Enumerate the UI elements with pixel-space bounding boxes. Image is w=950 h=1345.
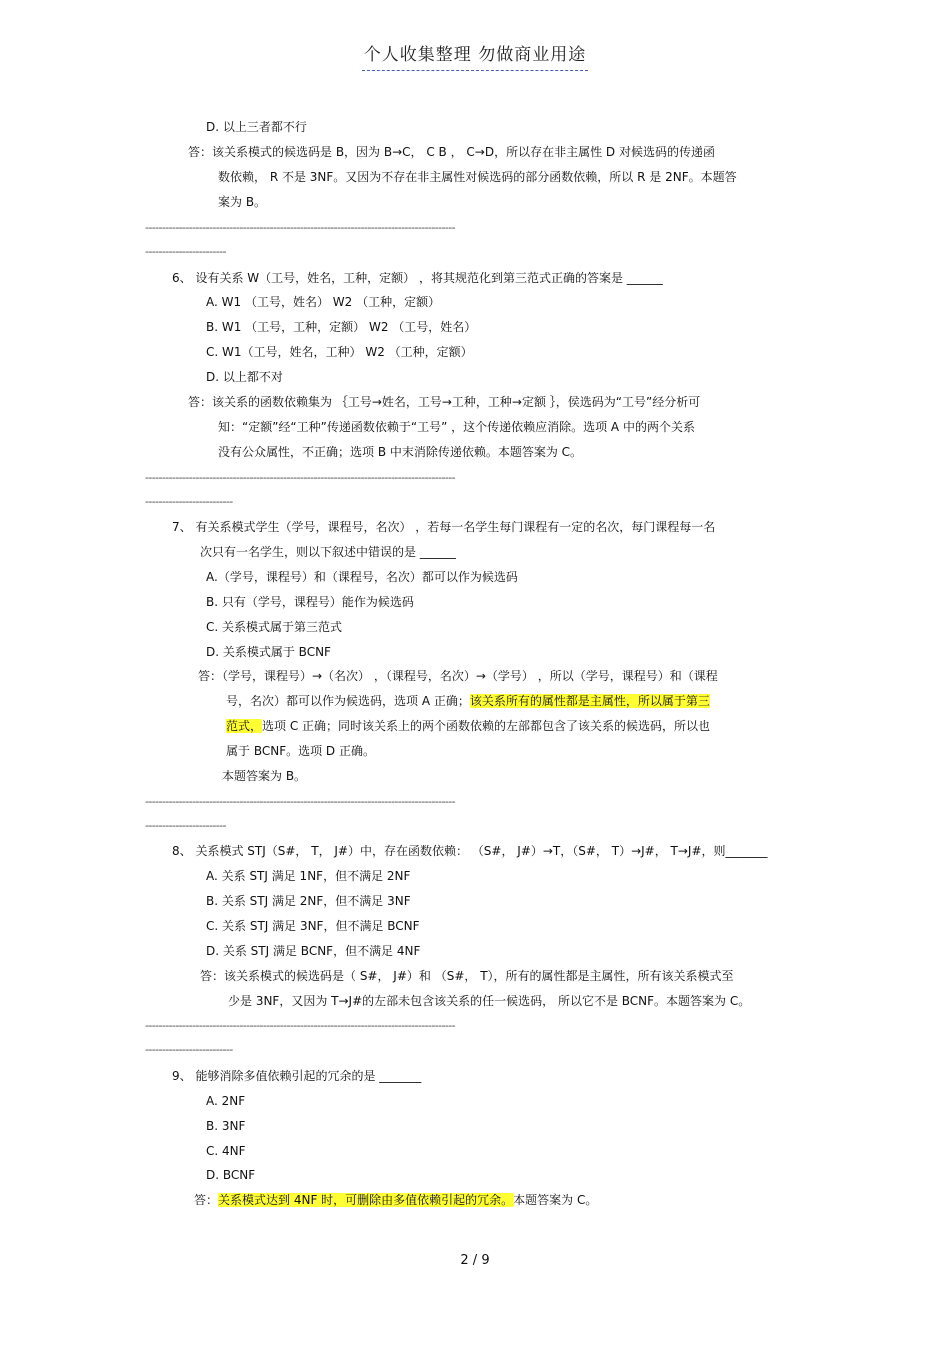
q8-answer-line-1: 答：该关系模式的候选码是（ S#， J#）和 （S#， T），所有的属性都是主属性，所有该关系模式至 — [200, 969, 734, 983]
q7-answer-line-3 — [226, 718, 710, 734]
q9-answer-text: 本题答案为 C。 — [513, 1193, 598, 1207]
q5-option-d: D. 以上三者都不行 — [206, 120, 307, 134]
q7-answer-text: 号，名次）都可以作为候选码，选项 A 正确； — [226, 694, 470, 708]
q9-option-d: D. BCNF — [206, 1168, 256, 1182]
divider-short: ------------------------ — [145, 245, 226, 258]
q6-option-b: B. W1 （工号，工种，定额） W2 （工号，姓名） — [206, 320, 477, 334]
q7-question-line-2: 次只有一名学生，则以下叙述中错误的是 ______ — [200, 545, 456, 559]
q9-option-b: B. 3NF — [206, 1119, 246, 1133]
page-header — [0, 40, 950, 65]
q9-option-a: A. 2NF — [206, 1094, 246, 1108]
q5-answer-line-2: 数依赖， R 不是 3NF。又因为不存在非主属性对候选码的部分函数依赖，所以 R 是 2NF。本题答 — [218, 170, 737, 184]
q8-option-b: B. 关系 STJ 满足 2NF，但不满足 3NF — [206, 894, 411, 908]
q9-question: 9、 能够消除多值依赖引起的冗余的是 _______ — [172, 1069, 422, 1083]
q7-option-a: A.（学号，课程号）和（课程号，名次）都可以作为候选码 — [206, 570, 518, 584]
q7-answer-line-1: 答：（学号，课程号）→（名次） ，（课程号，名次）→（学号） ，所以（学号，课程号）和（课程 — [198, 669, 718, 683]
q5-answer-line-3: 案为 B。 — [218, 195, 267, 209]
q7-answer-line-5: 本题答案为 B。 — [222, 769, 307, 783]
q6-option-c: C. W1（工号，姓名，工种） W2 （工种，定额） — [206, 345, 473, 359]
q6-question: 6、 设有关系 W（工号，姓名，工种，定额） ，将其规范化到第三范式正确的答案是 ______ — [172, 271, 663, 285]
divider-long: -------------------------------------------------------------------------------------------- — [145, 1019, 455, 1032]
q6-option-d: D. 以上都不对 — [206, 370, 283, 384]
q6-answer-line-1: 答：该关系的函数依赖集为 ｛工号→姓名，工号→工种，工种→定额 ｝，侯选码为“工号”经分析可 — [188, 395, 701, 409]
page-number: 2 / 9 — [460, 1253, 490, 1268]
q7-answer-line-4: 属于 BCNF。选项 D 正确。 — [226, 744, 375, 758]
q8-option-d: D. 关系 STJ 满足 BCNF，但不满足 4NF — [206, 944, 421, 958]
q7-option-d: D. 关系模式属于 BCNF — [206, 645, 331, 659]
q5-answer-line-1: 答：该关系模式的候选码是 B，因为 B→C， C B ， C→D，所以存在非主属性 D 对候选码的传递函 — [188, 145, 715, 159]
q7-option-b: B. 只有（学号，课程号）能作为候选码 — [206, 595, 414, 609]
q9-answer-prefix: 答： — [194, 1193, 219, 1207]
q8-question: 8、 关系模式 STJ（S#， T， J#）中，存在函数依赖： （S#， J#）→T，（S#， T）→J#， T→J#，则_______ — [172, 844, 768, 858]
divider-long: -------------------------------------------------------------------------------------------- — [145, 471, 455, 484]
divider-short: -------------------------- — [145, 495, 233, 508]
q6-option-a: A. W1 （工号，姓名） W2 （工种，定额） — [206, 295, 441, 309]
q9-option-c: C. 4NF — [206, 1144, 246, 1158]
q7-option-c: C. 关系模式属于第三范式 — [206, 620, 343, 634]
q7-highlight-text: 范式， — [226, 719, 263, 733]
divider-long: -------------------------------------------------------------------------------------------- — [145, 795, 455, 808]
divider-short: -------------------------- — [145, 1043, 233, 1056]
q7-answer-text: 选项 C 正确；同时该关系上的两个函数依赖的左部都包含了该关系的候选码，所以也 — [262, 719, 711, 733]
q7-question-line-1: 7、 有关系模式学生（学号，课程号，名次） ，若每一名学生每门课程有一定的名次，每门课程每一名 — [172, 520, 716, 534]
q6-answer-line-2: 知：“定额”经“工种”传递函数依赖于“工号” ，这个传递依赖应消除。选项 A 中的两个关系 — [218, 420, 695, 434]
divider-long: -------------------------------------------------------------------------------------------- — [145, 221, 455, 234]
q6-answer-line-3: 没有公众属性，不正确；选项 B 中末消除传递依赖。本题答案为 C。 — [218, 445, 583, 459]
q8-option-a: A. 关系 STJ 满足 1NF，但不满足 2NF — [206, 869, 411, 883]
q7-highlight-text: 该关系所有的属性都是主属性，所以属于第三 — [469, 694, 710, 708]
q8-option-c: C. 关系 STJ 满足 3NF，但不满足 BCNF — [206, 919, 420, 933]
header-title: 个人收集整理 勿做商业用途 — [362, 45, 588, 71]
q8-answer-line-2: 少是 3NF，又因为 T→J#的左部未包含该关系的任一候选码， 所以它不是 BCNF。本题答案为 C。 — [228, 994, 751, 1008]
q9-highlight-text: 关系模式达到 4NF 时，可删除由多值依赖引起的冗余。 — [218, 1193, 514, 1207]
q7-answer-line-2 — [226, 693, 710, 709]
q9-answer-line — [194, 1192, 597, 1208]
divider-short: ------------------------ — [145, 819, 226, 832]
